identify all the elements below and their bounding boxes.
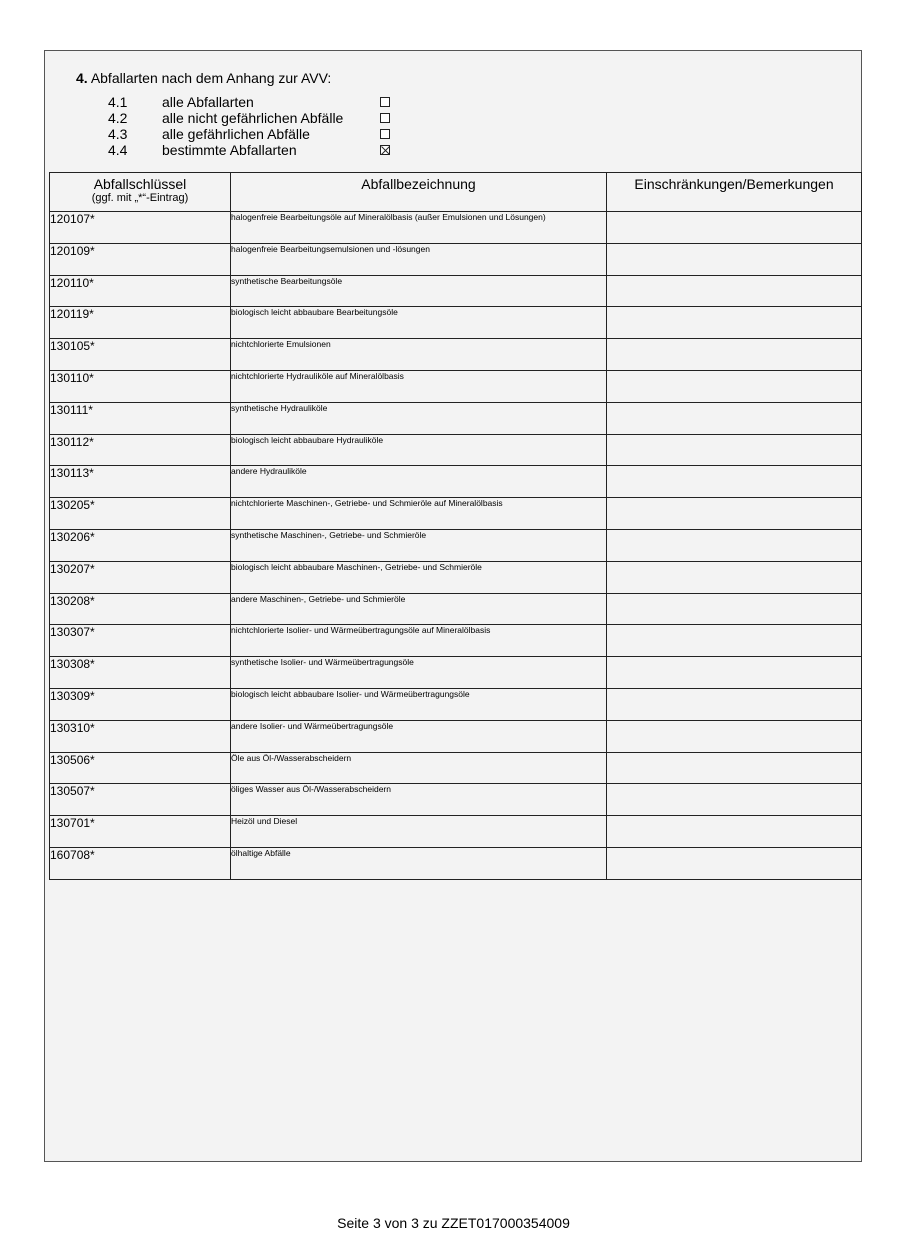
table-row bbox=[50, 339, 862, 371]
waste-remark-cell bbox=[607, 307, 862, 339]
waste-remark-cell bbox=[607, 561, 862, 593]
table-header-row bbox=[50, 173, 862, 212]
waste-code-cell: 130112* bbox=[50, 434, 231, 466]
waste-remark-cell bbox=[607, 657, 862, 689]
table-row bbox=[50, 529, 862, 561]
waste-code-cell: 130111* bbox=[50, 402, 231, 434]
waste-description-cell: Öle aus Öl-/Wasserabscheidern bbox=[231, 752, 607, 784]
waste-description-cell: ölhaltige Abfälle bbox=[231, 847, 607, 879]
waste-remark-cell bbox=[607, 339, 862, 371]
waste-description-cell: nichtchlorierte Hydrauliköle auf Mineralölbasis bbox=[231, 370, 607, 402]
option-checkbox-4-1[interactable] bbox=[380, 97, 390, 107]
waste-table bbox=[49, 172, 862, 880]
option-number: 4.4 bbox=[108, 142, 128, 158]
form-frame bbox=[44, 50, 862, 1162]
waste-description-cell: andere Maschinen-, Getriebe- und Schmieröle bbox=[231, 593, 607, 625]
table-row bbox=[50, 657, 862, 689]
waste-description-cell: öliges Wasser aus Öl-/Wasserabscheidern bbox=[231, 784, 607, 816]
table-row bbox=[50, 847, 862, 879]
waste-code-cell: 130310* bbox=[50, 720, 231, 752]
table-row bbox=[50, 752, 862, 784]
section-title-text: Abfallarten nach dem Anhang zur AVV: bbox=[90, 70, 332, 86]
header-waste-name-label: Abfallbezeichnung bbox=[361, 176, 476, 192]
waste-code-cell: 120110* bbox=[50, 275, 231, 307]
waste-description-cell: synthetische Bearbeitungsöle bbox=[231, 275, 607, 307]
waste-code-cell: 130113* bbox=[50, 466, 231, 498]
table-row bbox=[50, 466, 862, 498]
table-body bbox=[50, 212, 862, 880]
option-label: alle nicht gefährlichen Abfälle bbox=[162, 110, 344, 126]
option-list bbox=[108, 94, 408, 158]
waste-code-cell: 130308* bbox=[50, 657, 231, 689]
table-row bbox=[50, 720, 862, 752]
table-row bbox=[50, 370, 862, 402]
table-row bbox=[50, 498, 862, 530]
waste-code-cell: 120119* bbox=[50, 307, 231, 339]
section-number: 4. bbox=[76, 70, 88, 86]
waste-description-cell: andere Isolier- und Wärmeübertragungsöle bbox=[231, 720, 607, 752]
option-label: bestimmte Abfallarten bbox=[162, 142, 297, 158]
header-waste-key-sub: (ggf. mit „*“-Eintrag) bbox=[91, 192, 189, 204]
waste-code-cell: 130701* bbox=[50, 816, 231, 848]
waste-description-cell: synthetische Hydrauliköle bbox=[231, 402, 607, 434]
option-row-4-2 bbox=[108, 110, 408, 126]
waste-code-cell: 130110* bbox=[50, 370, 231, 402]
waste-description-cell: biologisch leicht abbaubare Maschinen-, Getriebe- und Schmieröle bbox=[231, 561, 607, 593]
checkbox-cross-icon bbox=[381, 146, 391, 156]
page-footer: Seite 3 von 3 zu ZZET017000354009 bbox=[337, 1215, 570, 1231]
waste-description-cell: biologisch leicht abbaubare Bearbeitungsöle bbox=[231, 307, 607, 339]
table-row bbox=[50, 434, 862, 466]
waste-remark-cell bbox=[607, 625, 862, 657]
waste-remark-cell bbox=[607, 720, 862, 752]
waste-description-cell: andere Hydrauliköle bbox=[231, 466, 607, 498]
table-row bbox=[50, 593, 862, 625]
waste-code-cell: 130307* bbox=[50, 625, 231, 657]
option-number: 4.1 bbox=[108, 94, 128, 110]
table-row bbox=[50, 784, 862, 816]
header-remarks-label: Einschränkungen/Bemerkungen bbox=[634, 176, 834, 192]
waste-description-cell: biologisch leicht abbaubare Isolier- und Wärmeübertragungsöle bbox=[231, 688, 607, 720]
option-label: alle gefährlichen Abfälle bbox=[162, 126, 310, 142]
table-row bbox=[50, 688, 862, 720]
waste-description-cell: halogenfreie Bearbeitungsemulsionen und -lösungen bbox=[231, 243, 607, 275]
table-row bbox=[50, 243, 862, 275]
table-row bbox=[50, 212, 862, 244]
waste-remark-cell bbox=[607, 466, 862, 498]
waste-code-cell: 130205* bbox=[50, 498, 231, 530]
table-row bbox=[50, 561, 862, 593]
waste-description-cell: synthetische Isolier- und Wärmeübertragungsöle bbox=[231, 657, 607, 689]
table-row bbox=[50, 275, 862, 307]
waste-description-cell: halogenfreie Bearbeitungsöle auf Mineralölbasis (außer Emulsionen und Lösungen) bbox=[231, 212, 607, 244]
table-row bbox=[50, 625, 862, 657]
waste-remark-cell bbox=[607, 212, 862, 244]
option-checkbox-4-3[interactable] bbox=[380, 129, 390, 139]
waste-remark-cell bbox=[607, 434, 862, 466]
header-waste-key bbox=[50, 173, 231, 212]
waste-description-cell: biologisch leicht abbaubare Hydrauliköle bbox=[231, 434, 607, 466]
waste-remark-cell bbox=[607, 370, 862, 402]
option-number: 4.2 bbox=[108, 110, 128, 126]
waste-description-cell: nichtchlorierte Maschinen-, Getriebe- und Schmieröle auf Mineralölbasis bbox=[231, 498, 607, 530]
option-row-4-3 bbox=[108, 126, 408, 142]
waste-description-cell: synthetische Maschinen-, Getriebe- und Schmieröle bbox=[231, 529, 607, 561]
header-waste-key-label: Abfallschlüssel bbox=[93, 176, 187, 192]
option-row-4-1 bbox=[108, 94, 408, 110]
option-label: alle Abfallarten bbox=[162, 94, 254, 110]
waste-code-cell: 130506* bbox=[50, 752, 231, 784]
option-row-4-4 bbox=[108, 142, 408, 158]
waste-code-cell: 160708* bbox=[50, 847, 231, 879]
waste-description-cell: nichtchlorierte Isolier- und Wärmeübertragungsöle auf Mineralölbasis bbox=[231, 625, 607, 657]
table-row bbox=[50, 402, 862, 434]
waste-remark-cell bbox=[607, 784, 862, 816]
waste-remark-cell bbox=[607, 275, 862, 307]
option-checkbox-4-4[interactable] bbox=[380, 145, 390, 155]
waste-remark-cell bbox=[607, 498, 862, 530]
waste-remark-cell bbox=[607, 243, 862, 275]
header-waste-name bbox=[231, 173, 607, 212]
waste-remark-cell bbox=[607, 402, 862, 434]
header-remarks bbox=[607, 173, 862, 212]
waste-remark-cell bbox=[607, 847, 862, 879]
waste-remark-cell bbox=[607, 816, 862, 848]
waste-remark-cell bbox=[607, 752, 862, 784]
waste-code-cell: 130206* bbox=[50, 529, 231, 561]
option-number: 4.3 bbox=[108, 126, 128, 142]
waste-code-cell: 120109* bbox=[50, 243, 231, 275]
waste-code-cell: 130507* bbox=[50, 784, 231, 816]
table-row bbox=[50, 307, 862, 339]
waste-description-cell: nichtchlorierte Emulsionen bbox=[231, 339, 607, 371]
waste-description-cell: Heizöl und Diesel bbox=[231, 816, 607, 848]
table-row bbox=[50, 816, 862, 848]
waste-remark-cell bbox=[607, 593, 862, 625]
waste-code-cell: 120107* bbox=[50, 212, 231, 244]
waste-remark-cell bbox=[607, 688, 862, 720]
waste-code-cell: 130105* bbox=[50, 339, 231, 371]
waste-code-cell: 130207* bbox=[50, 561, 231, 593]
waste-remark-cell bbox=[607, 529, 862, 561]
option-checkbox-4-2[interactable] bbox=[380, 113, 390, 123]
waste-code-cell: 130208* bbox=[50, 593, 231, 625]
waste-code-cell: 130309* bbox=[50, 688, 231, 720]
section-title bbox=[76, 70, 331, 86]
